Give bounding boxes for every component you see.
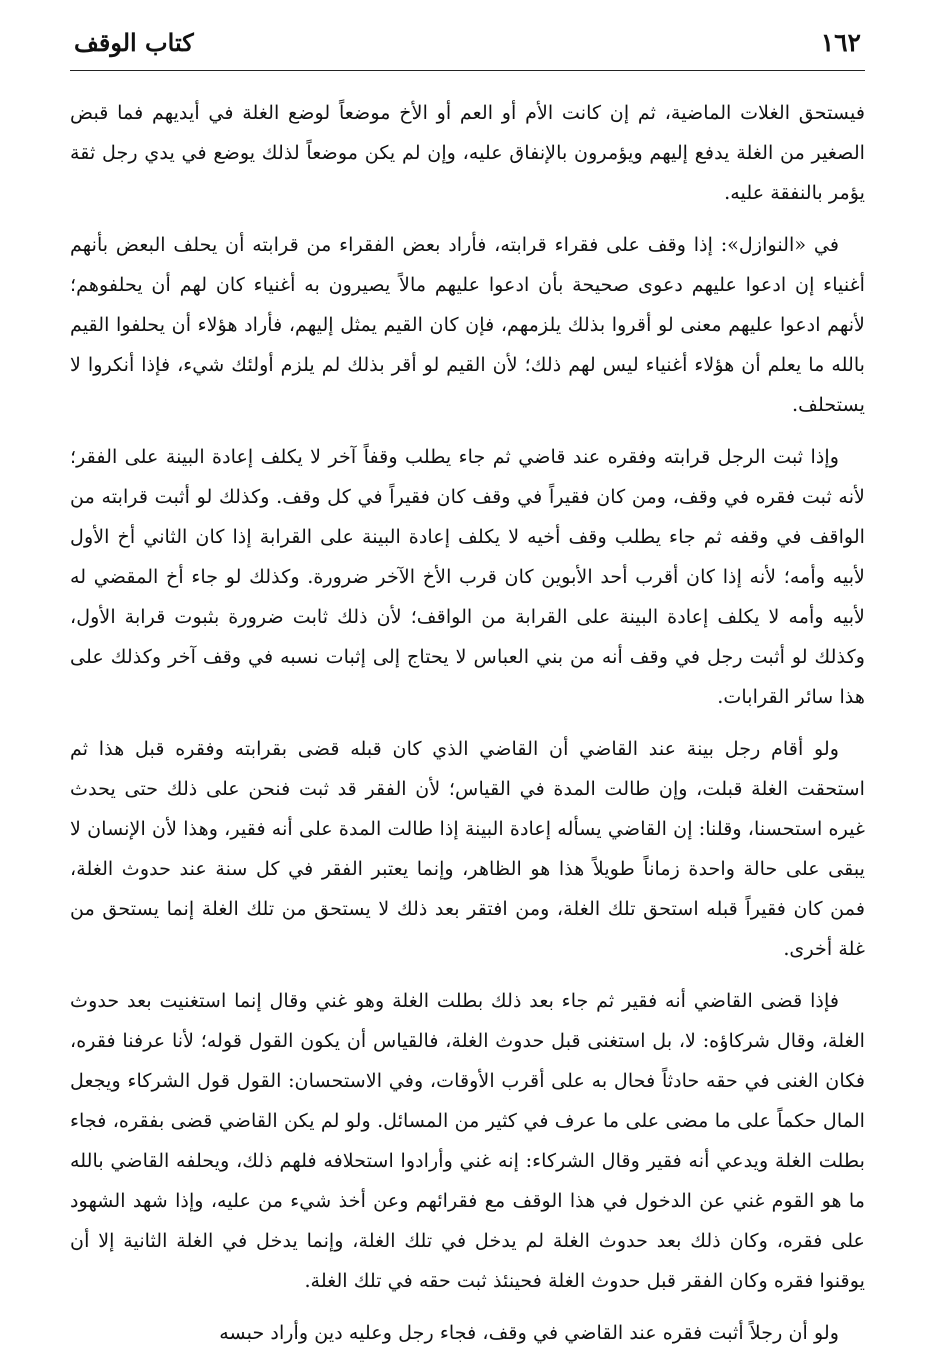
paragraph: فيستحق الغلات الماضية، ثم إن كانت الأم أو العم أو الأخ موضعاً لوضع الغلة في أيديهم فما قبض الصغير من الغلة يدفع إليهم ويؤمرون بالإنفاق عليه، وإن لم يكن موضعاً لذلك يوضع في يدي رجل ثقة يؤمر بالنفقة عليه. (70, 101, 865, 204)
running-title: كتاب الوقف (74, 28, 194, 57)
page-number: ١٦٢ (820, 28, 861, 57)
page-header (70, 0, 865, 71)
paragraph: ولو أقام رجل بينة عند القاضي أن القاضي الذي كان قبله قضى بقرابته وفقره قبل هذا ثم استحقت الغلة قبلت، وإن طالت المدة في القياس؛ لأن الفقر قد ثبت فنحن على ذلك حتى يحدث غيره استحسنا، وقلنا: إن القاضي يسأله إعادة البينة إذا طالت المدة على أنه فقير، وهذا لأن الإنسان لا يبقى على حالة واحدة زماناً طويلاً هذا هو الظاهر، وإنما يعتبر الفقر في كل سنة عند حدوث الغلة، فمن كان فقيراً قبله استحق تلك الغلة، ومن افتقر بعد ذلك لا يستحق من تلك الغلة إنما يستحق من غلة أخرى. (70, 737, 865, 960)
paragraph: فإذا قضى القاضي أنه فقير ثم جاء بعد ذلك بطلت الغلة وهو غني وقال إنما استغنيت بعد حدوث الغلة، وقال شركاؤه: لا، بل استغنى قبل حدوث الغلة، فالقياس أن يكون القول قوله؛ لأنا عرفنا فقره، فكان الغنى في حقه حادثاً فحال به على أقرب الأوقات، وفي الاستحسان: القول قول الشركاء ويجعل المال حكماً على ما مضى على ما عرف في كثير من المسائل. ولو لم يكن القاضي قضى بفقره، فجاء بطلت الغلة ويدعي أنه فقير وقال الشركاء: إنه غني وأرادوا استحلافه فلهم ذلك، ويحلفه القاضي بالله ما هو القوم غني عن الدخول في هذا الوقف مع فقرائهم وعن أخذ شيء من عليه، وإذا شهد الشهود على فقره، وكان ذلك بعد حدوث الغلة لم يدخل في تلك الغلة، وإنما يدخل في الغلة الثانية إلا أن يوقنوا فقره وكان الفقر قبل حدوث الغلة فحينئذ ثبت حقه في تلك الغلة. (70, 989, 865, 1292)
paragraph: في «النوازل»: إذا وقف على فقراء قرابته، فأراد بعض الفقراء من قرابته أن يحلف البعض بأنهم أغنياء إن ادعوا عليهم دعوى صحيحة بأن ادعوا عليهم مالاً يصيرون به أغنياء كان لهم أن يحلفوهم؛ لأنهم ادعوا عليهم معنى لو أقروا بذلك يلزمهم، فإن كان القيم يمثل إليهم، فأراد هؤلاء أن يحلفوا القيم بالله ما يعلم أن هؤلاء أغنياء ليس لهم ذلك؛ لأن القيم لو أقر بذلك لم يلزم أولئك شيء، فإذا أنكروا لا يستحلف. (70, 233, 865, 416)
paragraph: وإذا ثبت الرجل قرابته وفقره عند قاضي ثم جاء يطلب وقفاً آخر لا يكلف إعادة البينة على الفقر؛ لأنه ثبت فقره في وقف، ومن كان فقيراً في وقف كان فقيراً في كل وقف. وكذلك لو أثبت قرابته من الواقف في وقفه ثم جاء يطلب وقف أخيه لا يكلف إعادة البينة على القرابة إذا كان الثاني أخ الأول لأبيه وأمه؛ لأنه إذا كان أقرب أحد الأبوين كان قرب الأخ الآخر ضرورة. وكذلك لو جاء أخ المقضي له لأبيه وأمه لا يكلف إعادة البينة على القرابة من الواقف؛ لأن ذلك ثابت ضرورة بثبوت قرابة الأول، وكذلك لو أثبت رجل في وقف أنه من بني العباس لا يحتاج إلى إثبات نسبه في وقف آخر وكذلك على هذا سائر القرابات. (70, 445, 865, 708)
paragraph: ولو أن رجلاً أثبت فقره عند القاضي في وقف، فجاء رجل وعليه دين وأراد حبسه (219, 1321, 839, 1344)
body-text (70, 71, 865, 1353)
